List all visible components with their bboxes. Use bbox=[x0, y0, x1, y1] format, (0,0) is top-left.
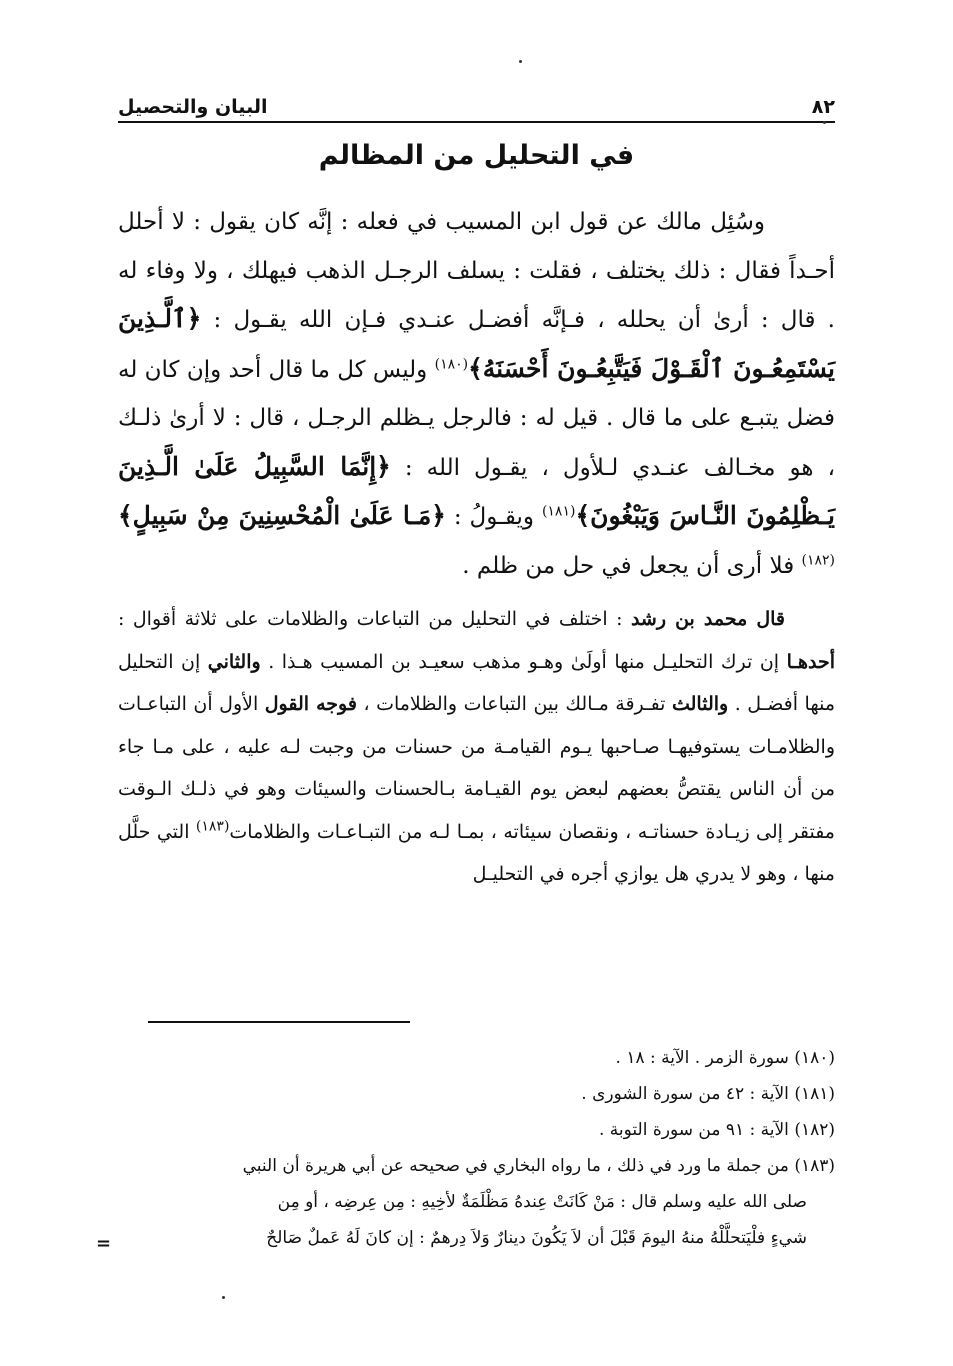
page-header bbox=[118, 82, 835, 118]
quran-verse: ﴿إِنَّمَا السَّبِيلُ عَلَىٰ الَّـذِينَ يَـظْلِمُونَ النَّـاسَ وَيَبْغُونَ﴾ bbox=[118, 451, 835, 530]
paragraph-2 bbox=[118, 598, 835, 896]
scan-speck bbox=[823, 121, 826, 124]
footnotes bbox=[100, 1040, 835, 1256]
footnote-183-continued: شيءٍ فلْيَتحلَّلْهُ منهُ اليومَ قَبْلَ أن لاَ يَكُونَ دينارٌ وَلاَ دِرهمٌ : إن كانَ لَهُ عَملٌ صَالحٌ bbox=[266, 1228, 807, 1248]
paragraph-1 bbox=[118, 198, 835, 590]
footnote-ref-182: (١٨٢) bbox=[801, 551, 835, 568]
bold-run: فوجه القول bbox=[264, 693, 357, 715]
quran-verse: ﴿مَـا عَلَىٰ الْمُحْسِنِينَ مِنْ سَبِيلٍ﴾ bbox=[118, 501, 446, 530]
scan-speck bbox=[519, 60, 522, 63]
footnote-180: (١٨٠) سورة الزمر . الآية : ١٨ . bbox=[615, 1048, 835, 1068]
footnote-ref-181: (١٨١) bbox=[541, 503, 576, 520]
footnote-182: (١٨٢) الآية : ٩١ من سورة التوبة . bbox=[598, 1120, 835, 1140]
text-run: وسُئِل مالك عن قول ابن المسيب في فعله : إنَّه كان يقول : لا أحلل أحـداً فقال : ذلك يختلف ، فقلت : يسلف الرجـل الذهب فيهلك ، ولا وفاء له . قال : أرىٰ أن يحلله ، فـإنَّه أفضـل عنـدي فـإن الله يقـول : bbox=[118, 209, 835, 333]
text-run: إن التحليل منها أفضـل . bbox=[118, 650, 835, 715]
footnote-ref-180: (١٨٠) bbox=[434, 355, 469, 372]
quran-verse: ﴿ٱلَّـذِينَ يَسْتَمِعُـونَ ٱلْقَـوْلَ فَيَتَّبِعُـونَ أَحْسَنَهُ﴾ bbox=[118, 304, 835, 383]
footnote-rule bbox=[148, 1021, 410, 1023]
main-text bbox=[118, 198, 835, 896]
text-run: تفـرقة مـالك بين التباعات والظلامات ، bbox=[356, 693, 672, 715]
text-run: فلا أرى أن يجعل في حل من ظلم . bbox=[462, 552, 802, 579]
bold-run: والثالث bbox=[671, 693, 729, 715]
text-run: التي حلَّل منها ، وهو لا يدري هل يوازي أجره في التحليـل bbox=[118, 820, 835, 885]
running-title: البيان والتحصيل bbox=[118, 96, 268, 118]
text-run: إن ترك التحليـل منها أولَىٰ وهـو مذهب سعيـد بن المسيب هـذا . bbox=[260, 650, 787, 673]
page-number: ٨٢ bbox=[811, 96, 835, 118]
bold-run: أحدهـا bbox=[786, 650, 835, 673]
footnote-ref-183: (١٨٣) bbox=[195, 818, 230, 835]
chapter-title: في التحليل من المظالم bbox=[318, 140, 635, 171]
text-run: الأول أن التباعـات والظلامـات يستوفيهـا صـاحبها يـوم القيامـة من حسنات من وجبت لـه عليه ، على مـا جاء من أن الناس يقتصُّ بعضهم لبعض يوم القيـامة بـالحسنات والسيئات وهو في ذلـك الـوقت مفتقر إلى زيـادة حسناتـه ، ونقصان سيئاته ، بمـا لـه من التبـاعـات والظلامات bbox=[118, 693, 835, 843]
footnote-181: (١٨١) الآية : ٤٢ من سورة الشورى . bbox=[581, 1084, 835, 1104]
footnote-183-continued: صلى الله عليه وسلم قال : مَنْ كَانَتْ عِندهُ مَظْلَمَةٌ لأخِيهِ : مِن عِرضِه ، أو مِن bbox=[277, 1192, 807, 1212]
footnote-183: (١٨٣) من جملة ما ورد في ذلك ، ما رواه البخاري في صحيحه عن أبي هريرة أن النبي bbox=[242, 1156, 835, 1176]
continuation-mark: = bbox=[96, 1233, 112, 1254]
scan-speck bbox=[222, 1296, 225, 1299]
bold-run: والثاني bbox=[207, 650, 261, 673]
text-run: : اختلف في التحليل من التباعات والظلامات على ثلاثة أقوال : bbox=[118, 608, 631, 630]
text-run: ويقـولُ : bbox=[445, 504, 542, 530]
bold-run: قال محمد بن رشد bbox=[630, 608, 785, 630]
header-rule bbox=[118, 121, 835, 123]
text-run: وليس كل ما قال أحد وإن كان له فضل يتبـع على ما قال . قيل له : فالرجل يـظلم الرجـل ، قال : لا أرىٰ ذلـك ، هو مخـالف عنـدي لـلأول ، يقـول الله : bbox=[118, 356, 835, 481]
